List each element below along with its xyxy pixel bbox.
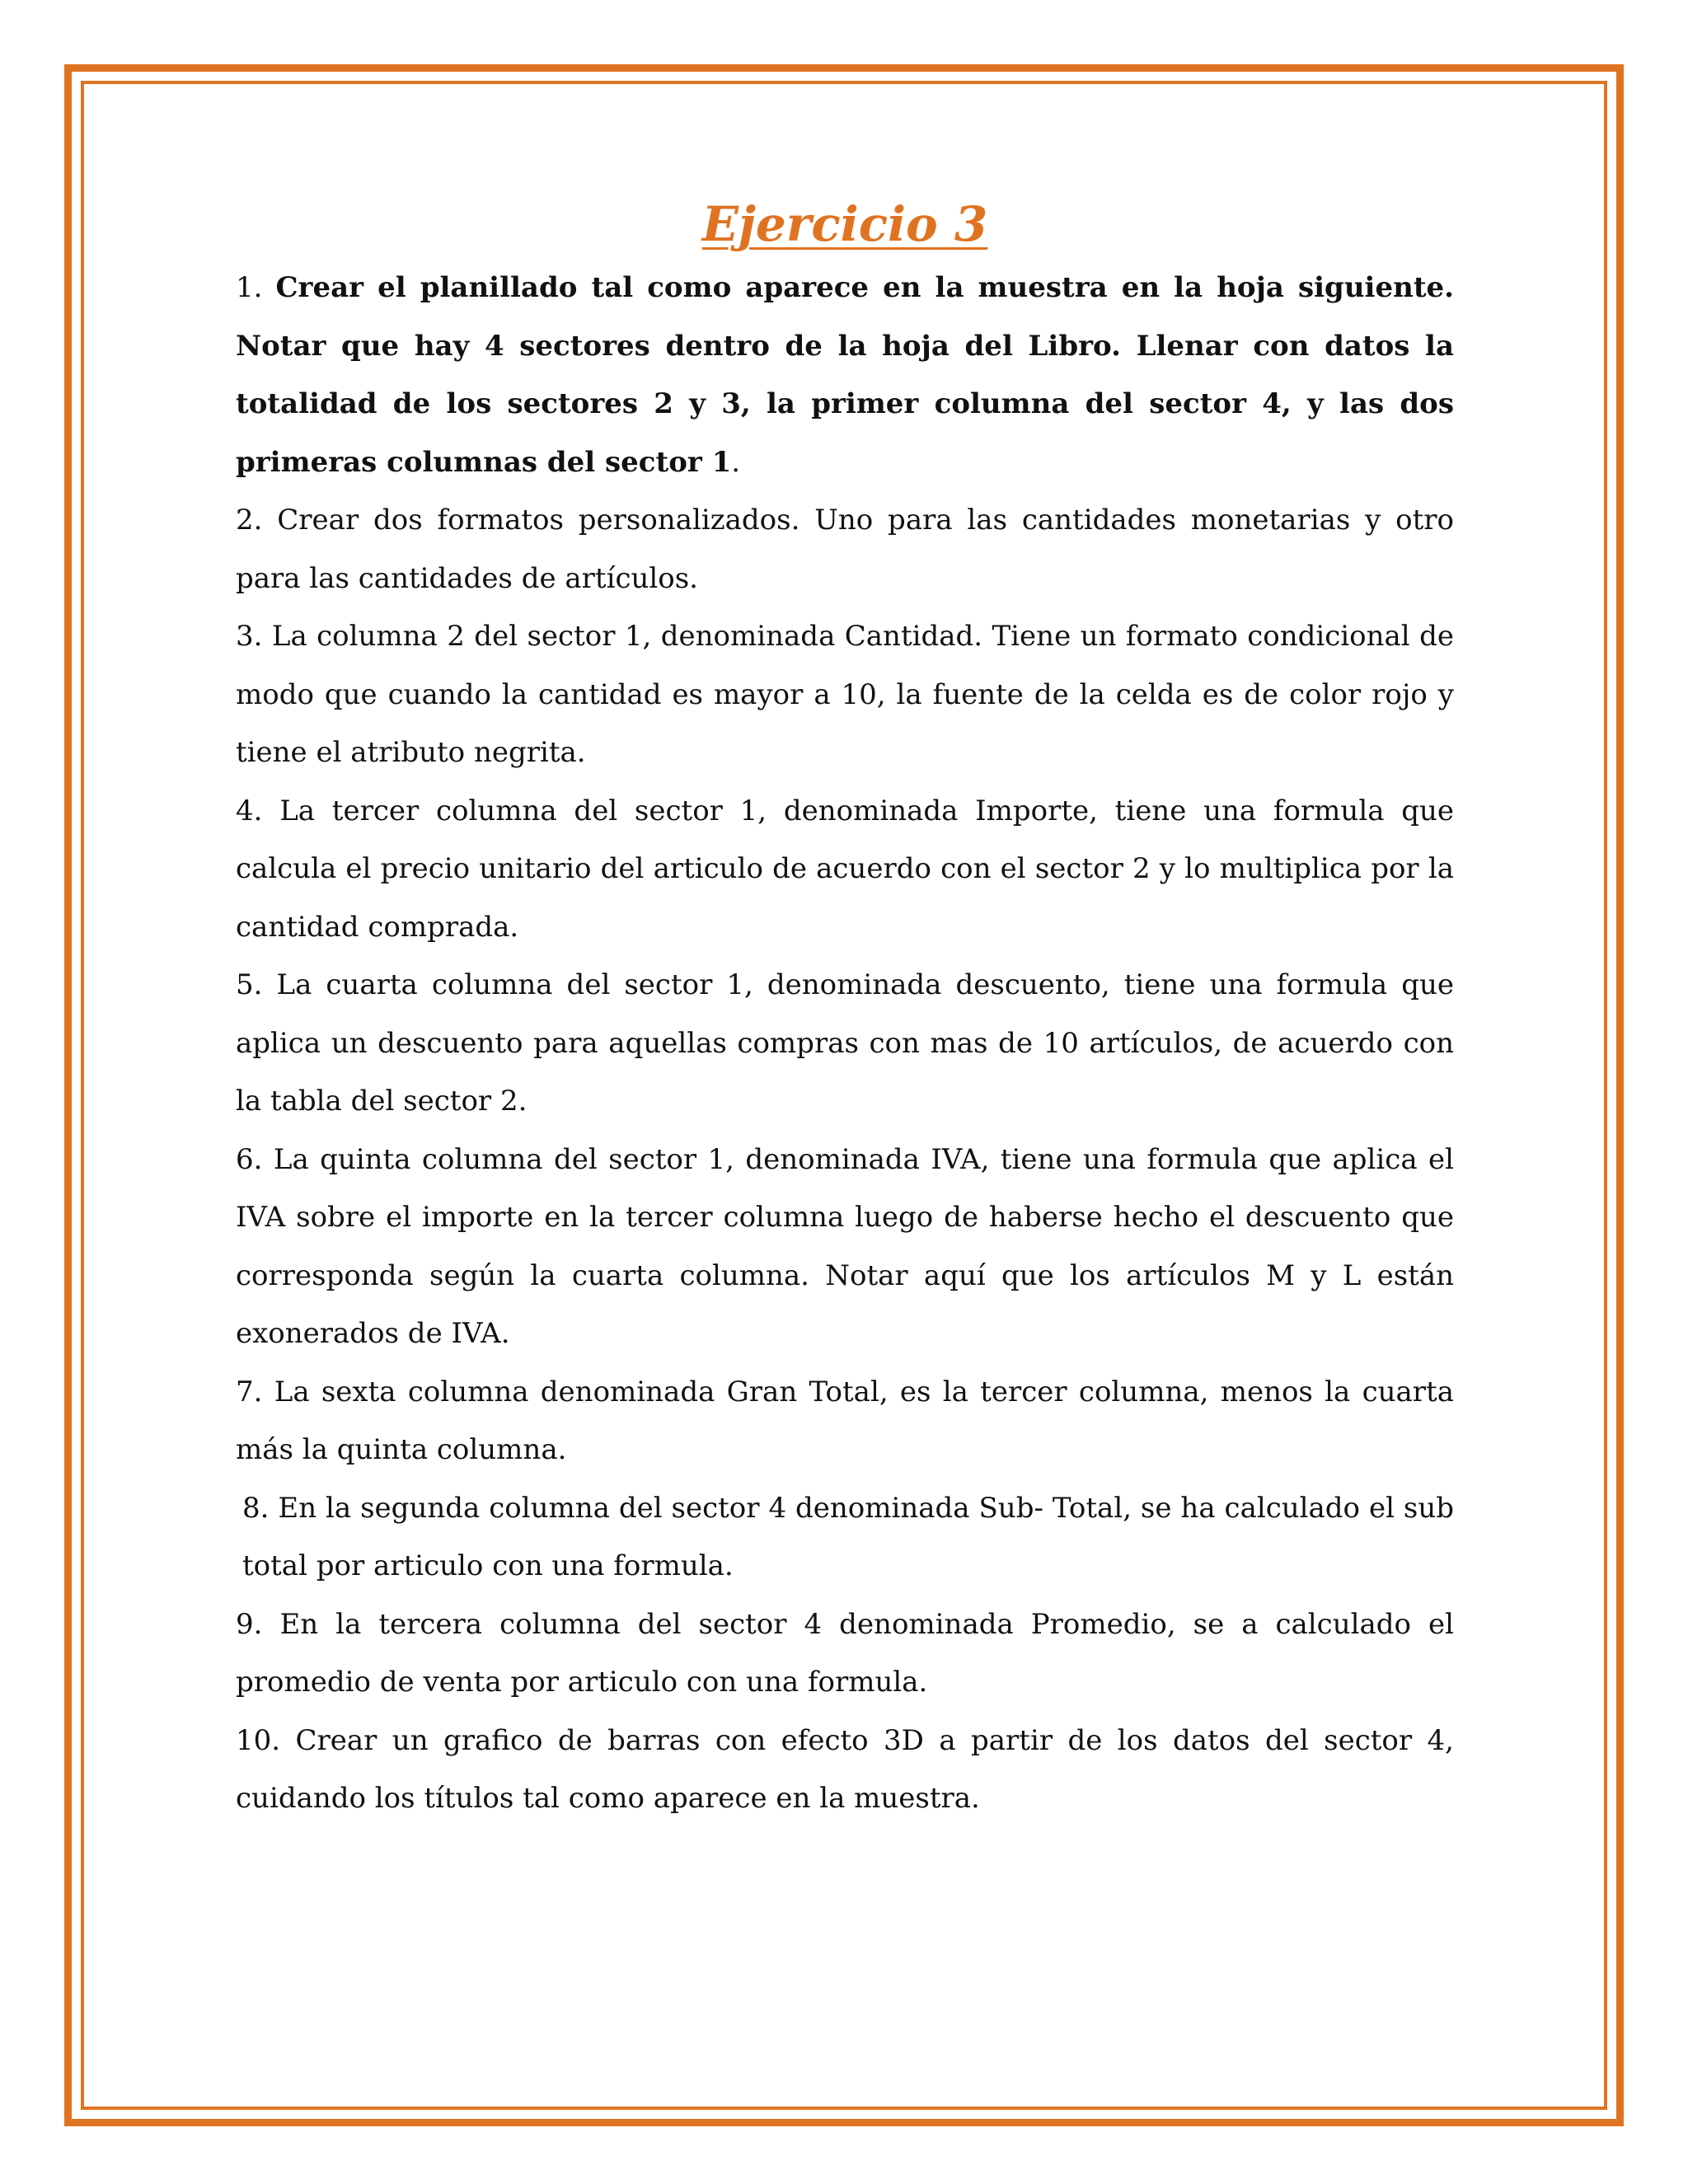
item-number: 1. [236, 271, 263, 304]
instruction-item-4 [236, 782, 1454, 957]
item-text: La columna 2 del sector 1, denominada Cantidad. Tiene un formato condicional de modo que cuando la cantidad es mayor a 10, la fuente de la celda es de color rojo y tiene el atributo negrita. [236, 620, 1454, 769]
item-text: La cuarta columna del sector 1, denominada descuento, tiene una formula que aplica un descuento para aquellas compras con mas de 10 artículos, de acuerdo con la tabla del sector 2. [236, 968, 1454, 1118]
item-number: 9. [236, 1607, 263, 1641]
item-text: Crear un grafico de barras con efecto 3D a partir de los datos del sector 4, cuidando los títulos tal como aparece en la muestra. [236, 1723, 1454, 1815]
item-number: 6. [236, 1142, 263, 1176]
item-text: La quinta columna del sector 1, denominada IVA, tiene una formula que aplica el IVA sobre el importe en la tercer columna luego de haberse hecho el descuento que corresponda según la cuarta columna. Notar aquí que los artículos M y L están exonerados de IVA. [236, 1142, 1454, 1350]
instruction-item-2 [236, 491, 1454, 607]
instruction-item-9 [236, 1596, 1454, 1712]
instruction-item-8 [236, 1479, 1454, 1596]
item-number: 2. [236, 504, 263, 537]
item-number: 7. [236, 1375, 263, 1408]
instruction-item-10 [236, 1712, 1454, 1828]
item-number: 8. [242, 1491, 270, 1525]
item-text: En la tercera columna del sector 4 denominada Promedio, se a calculado el promedio de venta por articulo con una formula. [236, 1607, 1454, 1699]
document-body [236, 191, 1454, 1828]
instruction-item-7 [236, 1363, 1454, 1479]
instruction-item-3 [236, 607, 1454, 782]
item-number: 4. [236, 794, 263, 827]
item-text: Crear el planillado tal como aparece en la muestra en la hoja siguiente. Notar que hay 4 sectores dentro de la hoja del Libro. Llenar con datos la totalidad de los sectores 2 y 3, la primer columna del sector 4, y las dos primeras columnas del sector 1 [236, 271, 1454, 479]
item-tail: . [731, 445, 741, 479]
item-number: 3. [236, 620, 263, 653]
item-number: 5. [236, 968, 263, 1001]
item-text: La tercer columna del sector 1, denominada Importe, tiene una formula que calcula el precio unitario del articulo de acuerdo con el sector 2 y lo multiplica por la cantidad comprada. [236, 794, 1454, 944]
document-title: Ejercicio 3 [701, 196, 988, 252]
item-text: Crear dos formatos personalizados. Uno para las cantidades monetarias y otro para las cantidades de artículos. [236, 504, 1454, 595]
item-number: 10. [236, 1723, 281, 1757]
instruction-item-1 [236, 259, 1454, 491]
instruction-item-6 [236, 1131, 1454, 1363]
instruction-item-5 [236, 956, 1454, 1131]
item-text: En la segunda columna del sector 4 denominada Sub- Total, se ha calculado el sub total por articulo con una formula. [242, 1491, 1454, 1582]
item-text: La sexta columna denominada Gran Total, es la tercer columna, menos la cuarta más la quinta columna. [236, 1375, 1454, 1466]
